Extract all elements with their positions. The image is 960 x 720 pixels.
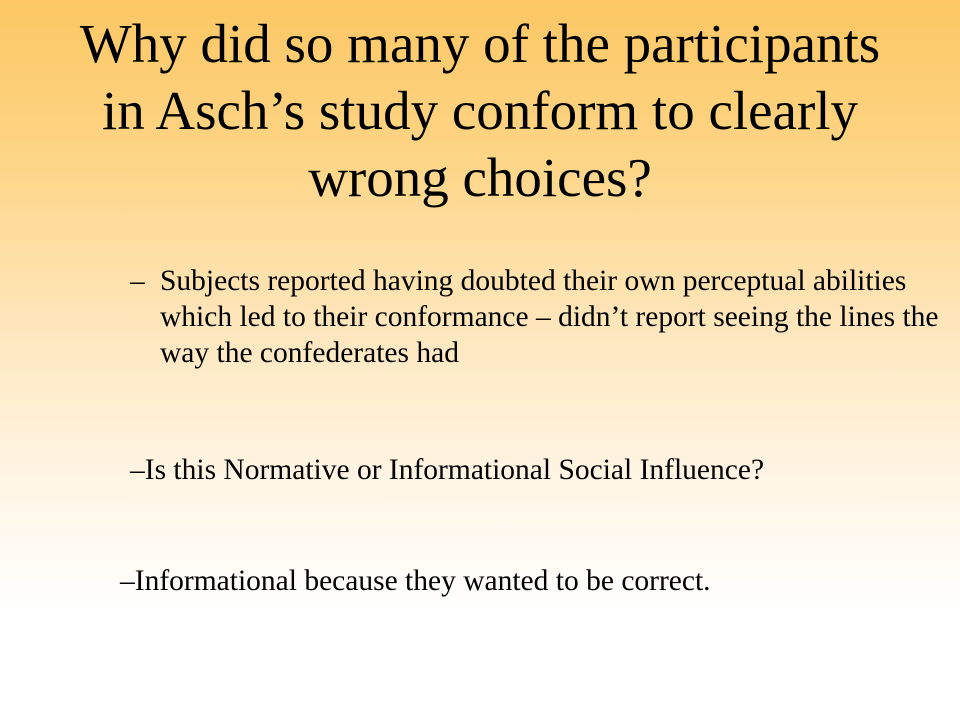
slide-title — [0, 10, 960, 211]
bullet-answer: –Informational because they wanted to be correct. — [120, 565, 711, 597]
bullet-dash: – — [130, 265, 145, 297]
title-line-3: wrong choices? — [308, 147, 652, 208]
title-line-1: Why did so many of the participants — [79, 13, 881, 74]
bullet-subjects-doubted-text: Subjects reported having doubted their own perceptual abilities which led to their conformance – didn’t report seeing the lines the way the confederates had — [160, 265, 939, 369]
bullet-question: –Is this Normative or Informational Social Influence? — [130, 454, 765, 486]
title-line-2: in Asch’s study conform to clearly — [101, 80, 859, 141]
bullet-subjects-doubted — [130, 263, 940, 371]
